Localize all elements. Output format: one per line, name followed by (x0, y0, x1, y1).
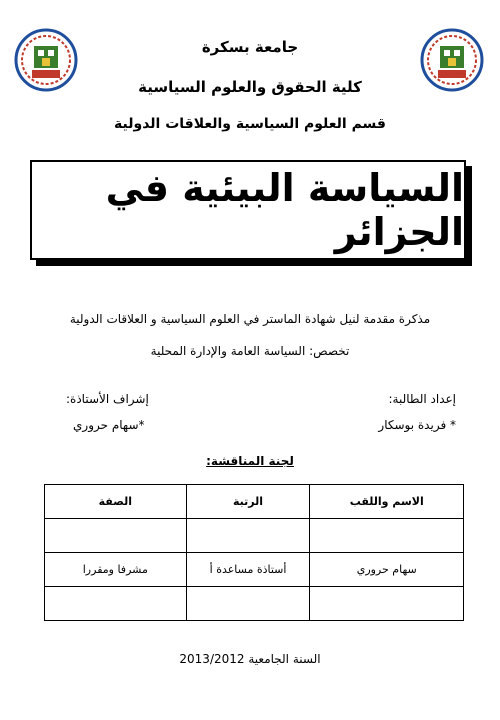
table-cell: سهام حروري (310, 553, 464, 587)
table-cell (45, 587, 187, 621)
table-cell: أستاذة مساعدة أ (186, 553, 310, 587)
table-row (45, 553, 464, 587)
table-row (45, 587, 464, 621)
specialty-line: تخصص: السياسة العامة والإدارة المحلية (150, 344, 350, 358)
title-frame (30, 160, 466, 260)
table-cell (186, 519, 310, 553)
student-name: * فريدة بوسكار (378, 418, 456, 432)
committee-table (44, 484, 464, 621)
table-cell (310, 519, 464, 553)
table-cell: مشرفا ومقررا (45, 553, 187, 587)
thesis-title: السياسة البيئية في الجزائر (105, 166, 464, 254)
table-cell (45, 519, 187, 553)
table-row (45, 519, 464, 553)
academic-year: السنة الجامعية 2013/2012 (179, 652, 321, 666)
table-cell (310, 587, 464, 621)
committee-title: لجنة المناقشة: (206, 454, 294, 468)
faculty-name: كلية الحقوق والعلوم السياسية (138, 78, 362, 96)
table-cell (186, 587, 310, 621)
department-name: قسم العلوم السياسية والعلاقات الدولية (114, 116, 386, 132)
supervisor-label: إشراف الأستاذة: (66, 392, 149, 406)
header-role: الصفة (45, 485, 187, 519)
supervisor-name: *سهام حروري (73, 418, 145, 432)
header-name: الاسم واللقب (310, 485, 464, 519)
table-header-row (45, 485, 464, 519)
student-label: إعداد الطالبة: (388, 392, 456, 406)
thesis-description: مذكرة مقدمة لنيل شهادة الماستر في العلوم السياسية و العلاقات الدولية (69, 312, 431, 326)
header-rank: الرتبة (186, 485, 310, 519)
university-name: جامعة بسكرة (201, 38, 299, 56)
